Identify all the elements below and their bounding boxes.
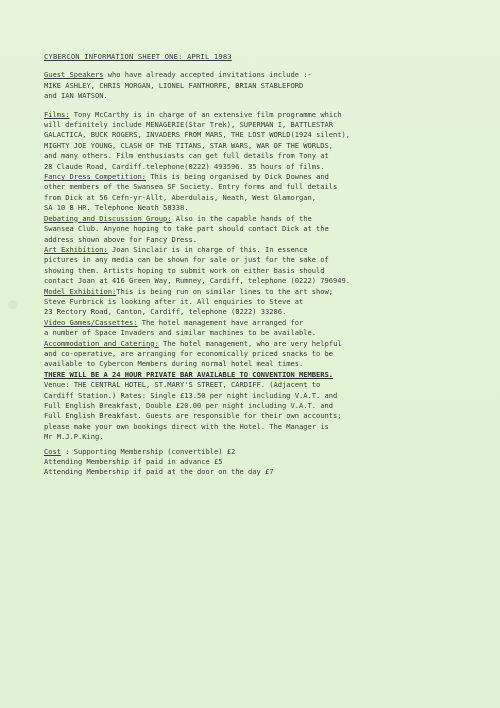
section-guest-speakers xyxy=(44,70,464,101)
section-model-exhibition xyxy=(44,287,464,318)
films-line-1: will definitely include MENAGERIE(Star Trek), SUPERMAN I, BATTLESTAR xyxy=(44,120,334,130)
art-line-1: pictures in any media can be shown for sale or just for the sake of xyxy=(44,255,329,265)
section-art-exhibition xyxy=(44,245,464,287)
venue-line-2: Full English Breakfast, Double £20.00 per night including V.A.T. and xyxy=(44,401,334,410)
debating-heading: Debating and Discussion Group: xyxy=(44,213,172,223)
films-line-2: GALACTICA, BUCK ROGERS, INVADERS FROM MARS, THE LOST WORLD(1924 silent), xyxy=(44,130,351,140)
guest-heading: Guest Speakers xyxy=(44,70,104,80)
art-line-2: showing them. Artists hoping to submit work on either basis should xyxy=(44,265,325,275)
fancy-line-2: from Dick at 56 Cefn-yr-Allt, Aberdulais, Neath, West Glamorgan, xyxy=(44,192,317,202)
bar-notice: THERE WILL BE A 24 HOUR PRIVATE BAR AVAILABLE TO CONVENTION MEMBERS. xyxy=(44,369,334,379)
cost-line-1: Attending Membership if paid in advance £5 xyxy=(44,457,223,467)
debating-line-2: address shown above for Fancy Dress. xyxy=(44,234,198,244)
venue-line-5: Mr M.J.P.King. xyxy=(44,432,104,442)
debating-line-0: Also in the capable hands of the xyxy=(171,213,312,223)
guest-line-0: who have already accepted invitations include :- xyxy=(103,70,312,80)
video-line-1: a number of Space Invaders and similar machines to be available. xyxy=(44,328,317,338)
model-line-2: 23 Rectory Road, Canton, Cardiff, telephone (0222) 33286. xyxy=(44,307,287,317)
films-line-4: and many others. Film enthusiasts can get full details from Tony at xyxy=(44,151,329,161)
venue-line-0: Venue: THE CENTRAL HOTEL, ST.MARY'S STREET, CARDIFF. (Adjacent to xyxy=(44,380,321,390)
section-venue xyxy=(44,380,464,442)
films-line-0: Tony McCarthy is in charge of an extensive film programme which xyxy=(69,109,342,119)
debating-line-1: Swansea Club. Anyone hoping to take part should contact Dick at the xyxy=(44,224,329,234)
venue-line-1: Cardiff Station.) Rates: Single £13.50 per night including V.A.T. and xyxy=(44,390,338,400)
section-video-games xyxy=(44,318,464,339)
accommodation-heading: Accommodation and Catering: xyxy=(44,338,159,348)
art-heading: Art Exhibition: xyxy=(44,244,108,254)
accommodation-line-1: and co-operative, are arranging for economically priced snacks to be xyxy=(44,348,334,358)
art-line-0: Joan Sinclair is in charge of this. In essence xyxy=(107,244,308,254)
model-line-1: Steve Furbrick is looking after it. All enquiries to Steve at xyxy=(44,296,304,306)
section-cost xyxy=(44,447,464,478)
guest-line-2: and IAN WATSON. xyxy=(44,91,108,101)
films-heading: Films: xyxy=(44,109,70,119)
venue-line-4: please make your own bookings direct with the Hotel. The Manager is xyxy=(44,421,329,431)
cost-heading: Cost xyxy=(44,446,62,456)
model-heading: Model Exhibition: xyxy=(44,286,117,296)
video-heading: Video Games/Cassettes: xyxy=(44,317,138,327)
section-accommodation xyxy=(44,339,464,370)
cost-line-2: Attending Membership if paid at the door on the day £7 xyxy=(44,467,274,477)
section-debating xyxy=(44,214,464,245)
accommodation-line-0: The hotel management, who are very helpful xyxy=(158,338,342,348)
section-films xyxy=(44,110,464,172)
document-title: CYBERCON INFORMATION SHEET ONE: APRIL 1983 xyxy=(44,52,232,61)
cost-line-0: : Supporting Membership (convertible) £2 xyxy=(61,446,236,456)
model-line-0: This is being run on similar lines to the art show; xyxy=(116,286,334,296)
section-fancy-dress xyxy=(44,172,464,214)
fancy-line-0: This is being organised by Dick Downes and xyxy=(146,172,329,182)
art-line-3: contact Joan at 416 Green Way, Rumney, Cardiff, telephone (0222) 796949. xyxy=(44,276,351,286)
information-sheet xyxy=(44,52,464,478)
films-line-3: MIGHTY JOE YOUNG, CLASH OF THE TITANS, STAR WARS, WAR OF THE WORLDS, xyxy=(44,140,334,150)
paper-mark xyxy=(8,300,17,309)
films-line-5: 28 Claude Road, Cardiff.telephone(0222) 493596. 35 hours of films. xyxy=(44,161,325,171)
video-line-0: The hotel management have arranged for xyxy=(137,317,304,327)
venue-line-3: Full English Breakfast. Guests are responsible for their own accounts; xyxy=(44,411,342,421)
guest-line-1: MIKE ASHLEY, CHRIS MORGAN, LIONEL FANTHORPE, BRIAN STABLEFORD xyxy=(44,80,304,90)
fancy-line-3: SA 10 8 HR. Telephone Neath 58338. xyxy=(44,203,189,213)
fancy-line-1: other members of the Swansea SF Society. Entry forms and full details xyxy=(44,182,338,192)
fancy-heading: Fancy Dress Competition: xyxy=(44,172,147,182)
accommodation-line-2: available to Cybercon Members during normal hotel meal times. xyxy=(44,359,304,369)
